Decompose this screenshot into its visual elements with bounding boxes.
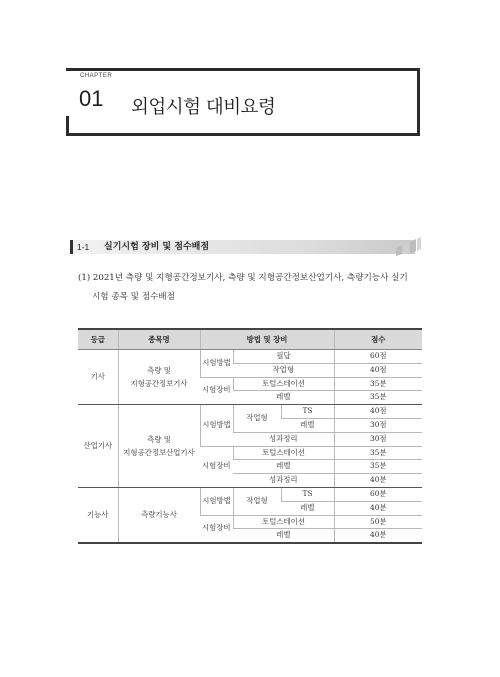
item-cell: 토털스테이션 [233, 446, 334, 460]
table-header-row [78, 329, 422, 350]
score-cell: 40분 [334, 474, 422, 488]
header-method: 방법 및 장비 [200, 329, 334, 350]
subject-cell: 측량 및 지형공간정보산업기사 [118, 405, 200, 488]
score-cell: 35분 [334, 377, 422, 391]
section-number: 1-1 [70, 240, 96, 254]
score-cell: 35분 [334, 446, 422, 460]
score-cell: 30점 [334, 432, 422, 446]
item-cell: 레벨 [281, 418, 334, 432]
score-cell: 40분 [334, 529, 422, 543]
item-cell: 레벨 [233, 460, 334, 474]
chapter-number: 01 [79, 86, 104, 111]
score-cell: 60분 [334, 487, 422, 501]
exam-score-table [78, 328, 422, 544]
table-row [78, 350, 422, 364]
equip-cell: 시험장비 [200, 377, 233, 405]
grade-cell: 기사 [78, 350, 118, 405]
item-cell: 토털스테이션 [233, 377, 334, 391]
paragraph-line-2: 시험 종목 및 점수배점 [92, 292, 175, 302]
item-cell: TS [281, 487, 334, 501]
method-cell: 시험방법 [200, 350, 233, 378]
method-cell: 시험방법 [200, 405, 233, 446]
item-cell: 레벨 [281, 501, 334, 515]
item-cell: 작업형 [233, 363, 334, 377]
item-cell: 레벨 [233, 529, 334, 543]
equip-cell: 시험장비 [200, 515, 233, 543]
chapter-label: CHAPTER [80, 73, 113, 79]
score-cell: 40분 [334, 501, 422, 515]
table-row [78, 487, 422, 501]
section-decoration-icon [394, 236, 422, 256]
score-cell: 40점 [334, 363, 422, 377]
subject-cell: 측량기능사 [118, 487, 200, 543]
table-row [78, 405, 422, 419]
score-cell: 30점 [334, 418, 422, 432]
item-cell: 성과정리 [233, 474, 334, 488]
score-cell: 35분 [334, 460, 422, 474]
item-cell: 토털스테이션 [233, 515, 334, 529]
grade-cell: 기능사 [78, 487, 118, 543]
equip-cell: 시험장비 [200, 446, 233, 487]
chapter-frame-corner [66, 116, 69, 133]
score-cell: 35분 [334, 391, 422, 405]
intro-paragraph [78, 269, 423, 307]
section-title: 실기시험 장비 및 점수배점 [104, 242, 210, 252]
item-cell: TS [281, 405, 334, 419]
paragraph-line-1: (1) 2021년 측량 및 지형공간정보기사, 측량 및 지형공간정보산업기사, 측량기능사 실기 [78, 273, 408, 283]
subject-cell: 측량 및 지형공간정보기사 [118, 350, 200, 405]
score-cell: 50분 [334, 515, 422, 529]
item-cell: 성과정리 [233, 432, 334, 446]
item-cell: 레벨 [233, 391, 334, 405]
header-score: 점수 [334, 329, 422, 350]
header-grade: 등급 [78, 329, 118, 350]
score-cell: 40점 [334, 405, 422, 419]
item-cell: 필답 [233, 350, 334, 364]
work-type-cell: 작업형 [233, 405, 281, 433]
score-cell: 60점 [334, 350, 422, 364]
work-type-cell: 작업형 [233, 487, 281, 515]
method-cell: 시험방법 [200, 487, 233, 515]
chapter-title: 외업시험 대비요령 [131, 97, 276, 118]
header-subject: 종목명 [118, 329, 200, 350]
grade-cell: 산업기사 [78, 405, 118, 488]
